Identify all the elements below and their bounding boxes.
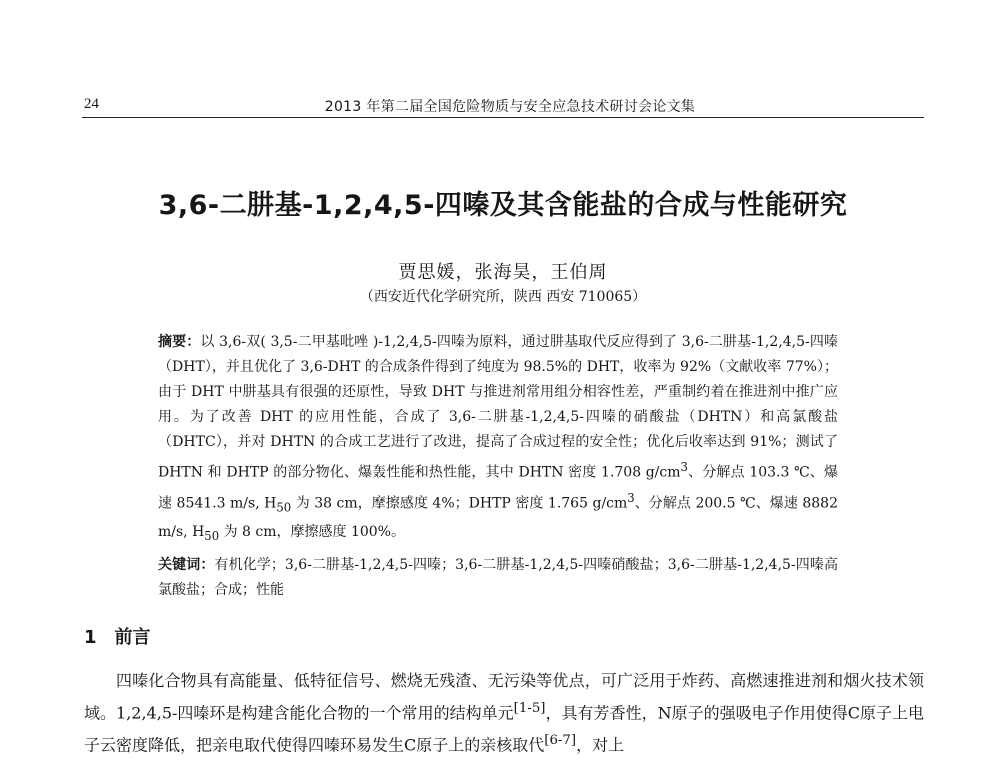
paper-title: 3,6-二肼基-1,2,4,5-四嗪及其含能盐的合成与性能研究 xyxy=(158,190,848,221)
abstract-sup-1: 3 xyxy=(680,460,688,474)
citation-1: [1-5] xyxy=(513,701,546,716)
affiliation: （西安近代化学研究所，陕西 西安 710065） xyxy=(359,289,647,305)
abstract-text-5: 为 8 cm，摩擦感度 100%。 xyxy=(219,524,405,541)
citation-2: [6-7] xyxy=(544,733,577,749)
section-heading xyxy=(84,623,151,649)
abstract-sub-1: 50 xyxy=(276,500,292,515)
page-number: 24 xyxy=(84,96,99,112)
abstract-text-2: 、分解点 103.3 ℃、爆速 8541.3 m/s, H xyxy=(158,464,838,512)
running-title: 2013 年第二届全国危险物质与安全应急技术研讨会论文集 xyxy=(324,99,696,115)
abstract-text-1: 以 3,6-双( 3,5-二甲基吡唑 )-1,2,4,5-四嗪为原料，通过肼基取代反应得到了 3,6-二肼基-1,2,4,5-四嗪（DHT），并且优化了 3,6-DHT 的合成条件得到了纯度为 98.5%的 DHT，收率为 92%（文献收率 77%）；由于 DHT 中肼基具有很强的还原性，导致 DHT 与推进剂常用组分相容性差，严重制约着在推进剂中推广应用。为了改善 DHT 的应用性能，合成了 3,6-二肼基-1,2,4,5-四嗪的硝酸盐（DHTN）和高氯酸盐（DHTC），并对 DHTN 的合成工艺进行了改进，提高了合成过程的安全性；优化后收率达到 91%；测试了 DHTN 和 DHTP 的部分物化、爆轰性能和热性能，其中 DHTN 密度 1.708 g/cm xyxy=(158,334,838,481)
abstract xyxy=(158,330,838,549)
body-text-2: ，具有芳香性，N原子的强吸电子作用使得C原子上电子云密度降低，把亲电取代使得四嗪环易发生C原子上的亲核取代 xyxy=(84,703,925,755)
keywords-text: 有机化学；3,6-二肼基-1,2,4,5-四嗪；3,6-二肼基-1,2,4,5-四嗪硝酸盐；3,6-二肼基-1,2,4,5-四嗪高氯酸盐；合成；性能 xyxy=(158,557,839,598)
abstract-sub-2: 50 xyxy=(204,528,220,543)
body-text-3: ，对上 xyxy=(576,735,625,755)
keywords-label: 关键词： xyxy=(158,557,215,573)
section-title: 前言 xyxy=(114,627,151,648)
abstract-label: 摘要： xyxy=(158,334,201,350)
abstract-text-3: 为 38 cm，摩擦感度 4%；DHTP 密度 1.765 g/cm xyxy=(291,495,628,512)
section-number: 1 xyxy=(84,627,97,648)
keywords xyxy=(158,553,838,603)
body-text-1: 四嗪化合物具有高能量、低特征信号、燃烧无残渣、无污染等优点，可广泛用于炸药、高燃速推进剂和烟火技术领域。1,2,4,5-四嗪环是构建含能化合物的一个常用的结构单元 xyxy=(84,671,924,723)
abstract-sup-2: 3 xyxy=(627,490,635,505)
authors: 贾思媛，张海昊，王伯周 xyxy=(398,262,608,283)
header-rule xyxy=(82,117,924,118)
body-paragraph xyxy=(84,667,924,760)
abstract-text-4: 、分解点 200.5 ℃、爆速 8882 m/s, H xyxy=(158,495,838,541)
